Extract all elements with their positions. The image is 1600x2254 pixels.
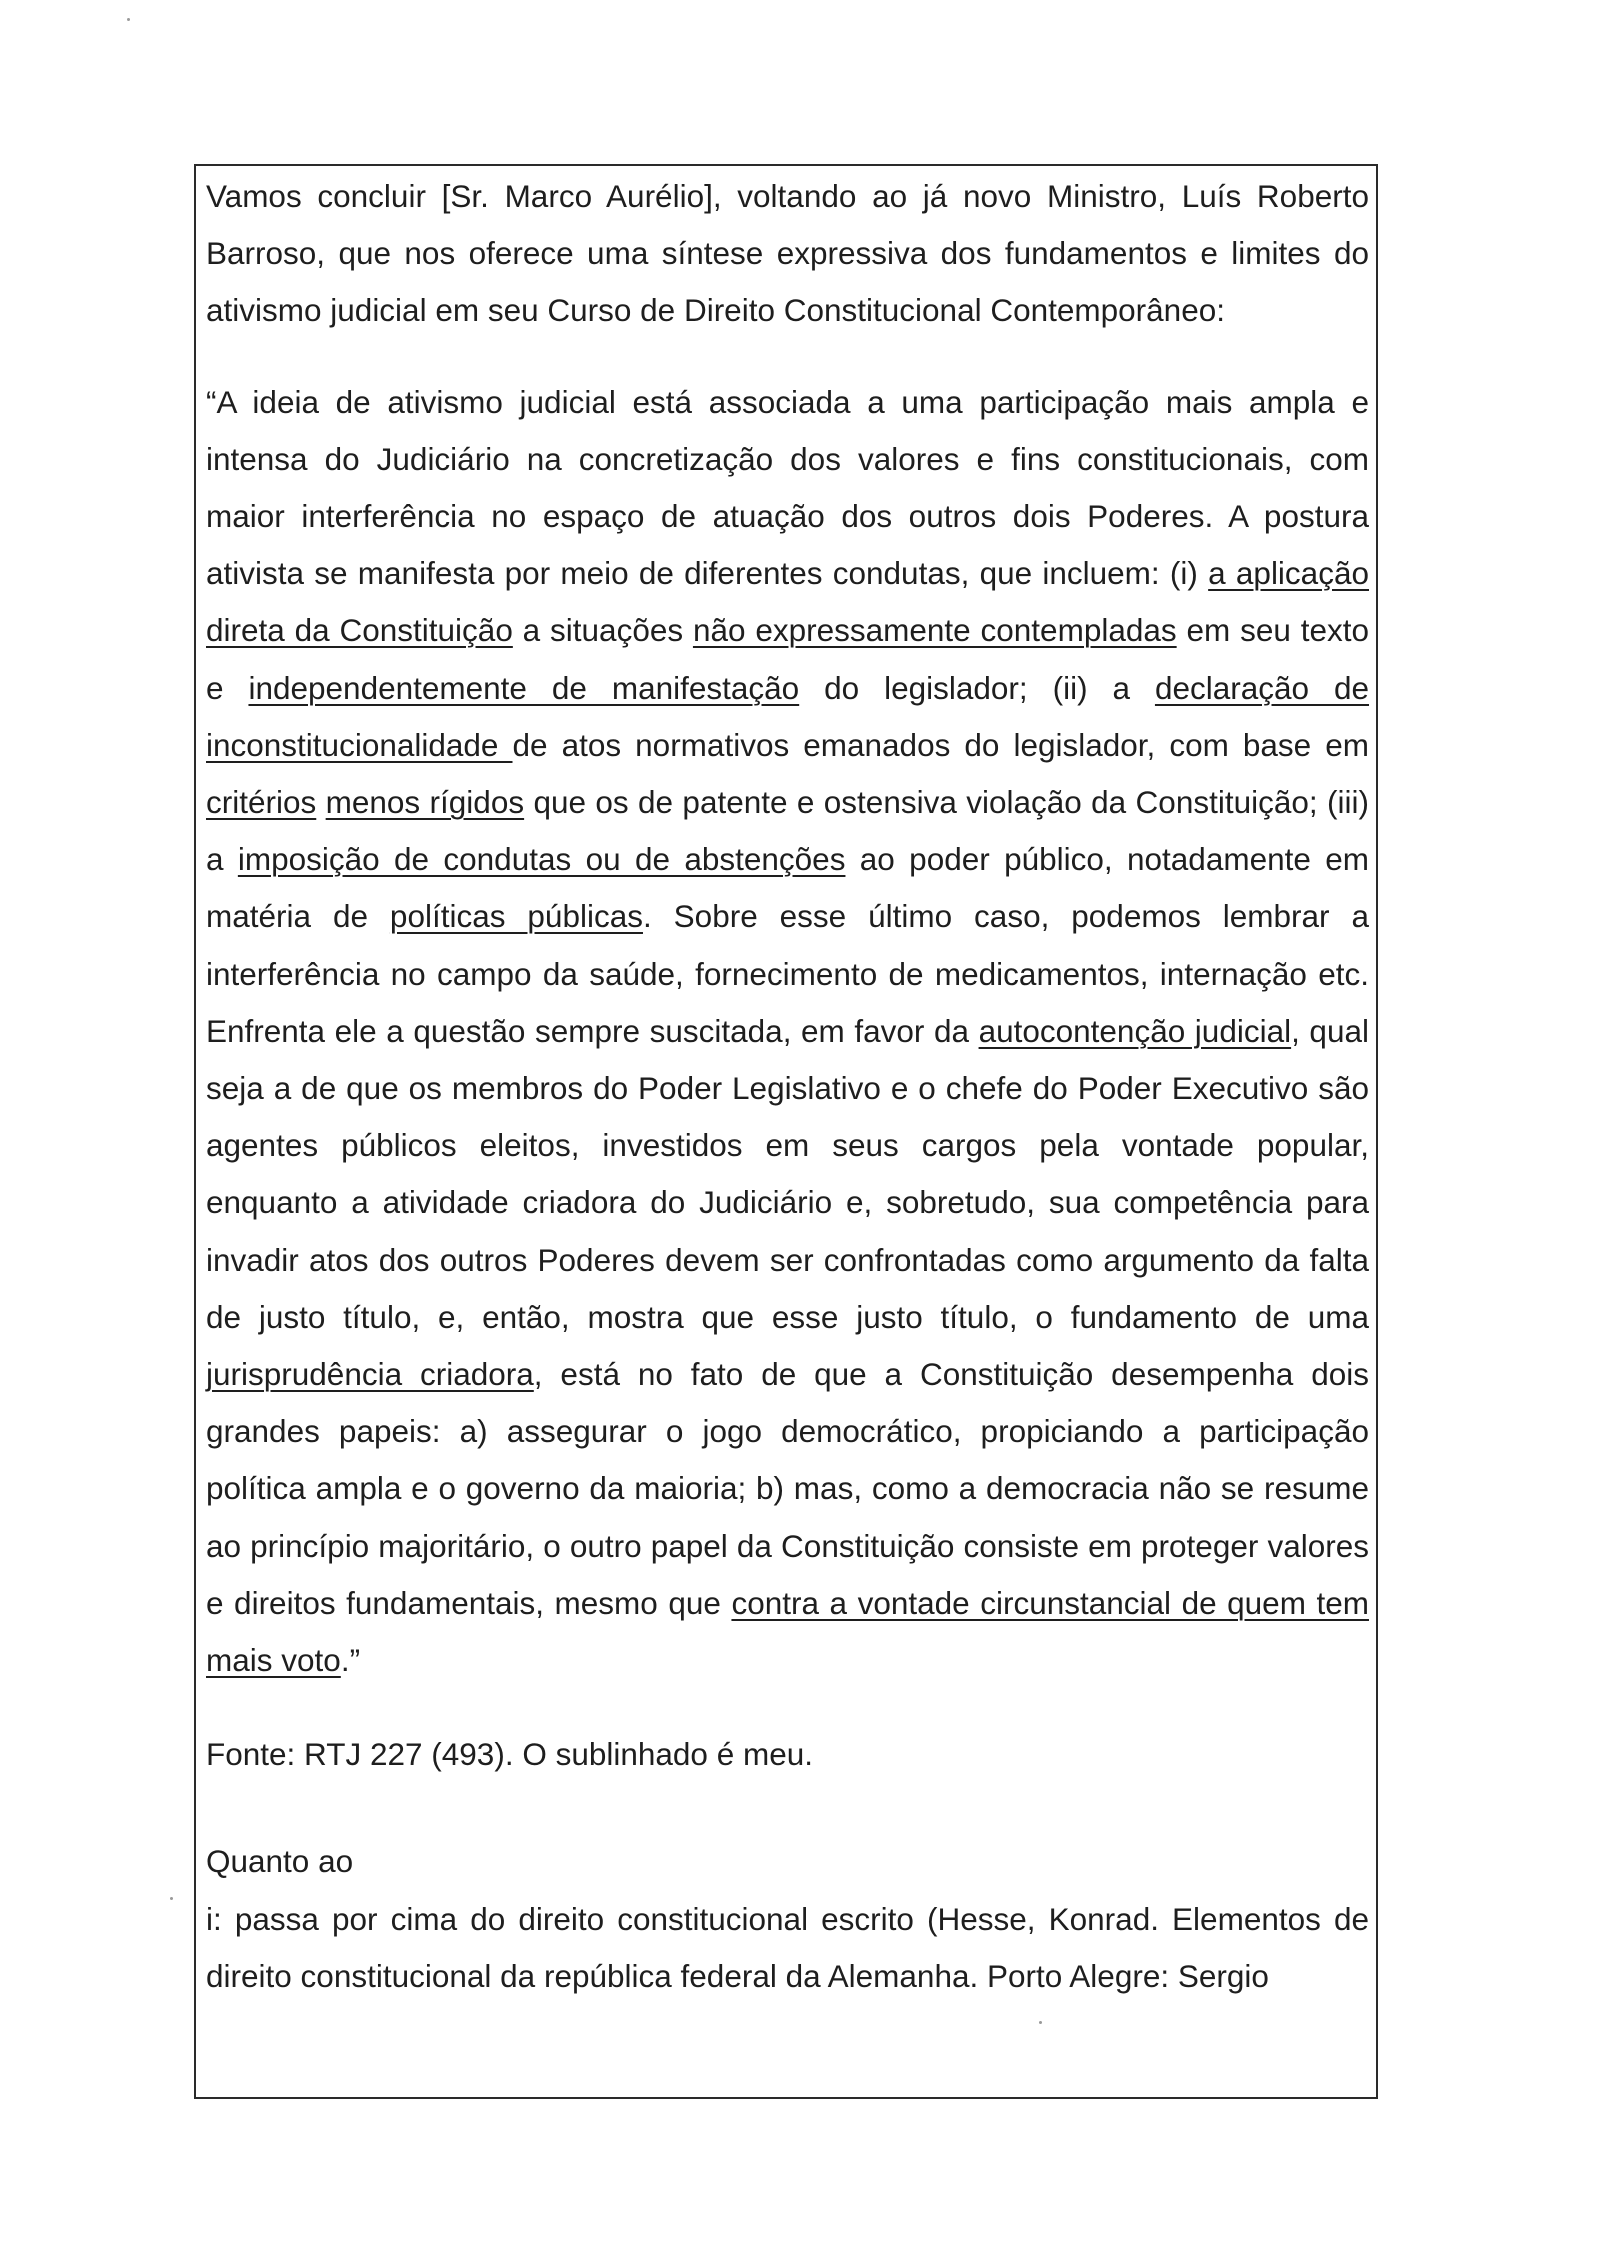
quote-text: que os de patente e ostensiva violação da Constituição; (iii) a xyxy=(206,784,1369,878)
continuation-paragraph: i: passa por cima do direito constitucional escrito (Hesse, Konrad. Elementos de direito constitucional da república federal da Alemanha. Porto Alegre: Sergio xyxy=(206,1900,1369,1994)
underlined-text: imposição de condutas ou de abstenções xyxy=(237,841,846,878)
underlined-text: menos rígidos xyxy=(325,784,525,821)
underlined-text: não expressamente contempladas xyxy=(692,612,1177,649)
underlined-text: autocontenção judicial xyxy=(978,1012,1292,1049)
underlined-text: contra a vontade circunstancial de quem tem mais voto xyxy=(206,1584,1369,1679)
underlined-text: critérios xyxy=(206,784,317,821)
scan-speck xyxy=(170,1897,173,1900)
quote-text: .” xyxy=(340,1642,361,1679)
scan-speck xyxy=(1039,2021,1042,2024)
quanto-ao-line: Quanto ao xyxy=(206,1843,354,1880)
quote-text: em seu texto e xyxy=(206,612,1369,706)
quote-text: . Sobre esse último caso, podemos lembrar a interferência no campo da saúde, fornecimento de medicamentos, internação etc. Enfrenta ele a questão sempre suscitada, em favor da xyxy=(206,898,1369,1049)
quote-paragraph xyxy=(206,374,1369,1690)
source-note: Fonte: RTJ 227 (493). O sublinhado é meu. xyxy=(206,1736,814,1773)
scan-speck xyxy=(127,18,130,21)
quote-text: do legislador; (ii) a xyxy=(799,669,1155,706)
quote-text: , qual seja a de que os membros do Poder Legislativo e o chefe do Poder Executivo são agentes públicos eleitos, investidos em seus cargos pela vontade popular, enquanto a atividade criadora do Judiciário e, sobretudo, sua competência para invadir atos dos outros Poderes devem ser confrontadas como argumento da falta de justo título, e, então, mostra que esse justo título, o fundamento de uma xyxy=(206,1012,1369,1335)
underlined-text: a aplicação direta da Constituição xyxy=(206,555,1369,649)
quote-text: a situações xyxy=(512,612,693,649)
quote-text xyxy=(316,784,325,820)
quote-text: , está no fato de que a Constituição desempenha dois grandes papeis: a) assegurar o jogo democrático, propiciando a participação política ampla e o governo da maioria; b) mas, como a democracia não se resume ao princípio majoritário, o outro papel da Constituição consiste em proteger valores e direitos fundamentais, mesmo que xyxy=(206,1356,1369,1621)
underlined-text: jurisprudência criadora xyxy=(206,1356,534,1393)
underlined-text: independentemente de manifestação xyxy=(248,669,800,706)
underlined-text: políticas públicas xyxy=(389,898,643,935)
quote-text: de atos normativos emanados do legislador, com base em xyxy=(512,726,1369,763)
intro-paragraph: Vamos concluir [Sr. Marco Aurélio], voltando ao já novo Ministro, Luís Roberto Barroso, que nos oferece uma síntese expressiva dos fundamentos e limites do ativismo judicial em seu Curso de Direito Constitucional Contemporâneo: xyxy=(206,178,1369,329)
underlined-text: declaração de inconstitucionalidade xyxy=(206,669,1370,763)
quote-text: ao poder público, notadamente em matéria de xyxy=(206,841,1369,935)
document-body xyxy=(206,164,1369,2005)
quote-text: “A ideia de ativismo judicial está associada a uma participação mais ampla e intensa do Judiciário na concretização dos valores e fins constitucionais, com maior interferência no espaço de atuação dos outros dois Poderes. A postura ativista se manifesta por meio de diferentes condutas, que incluem: (i) xyxy=(206,383,1369,592)
